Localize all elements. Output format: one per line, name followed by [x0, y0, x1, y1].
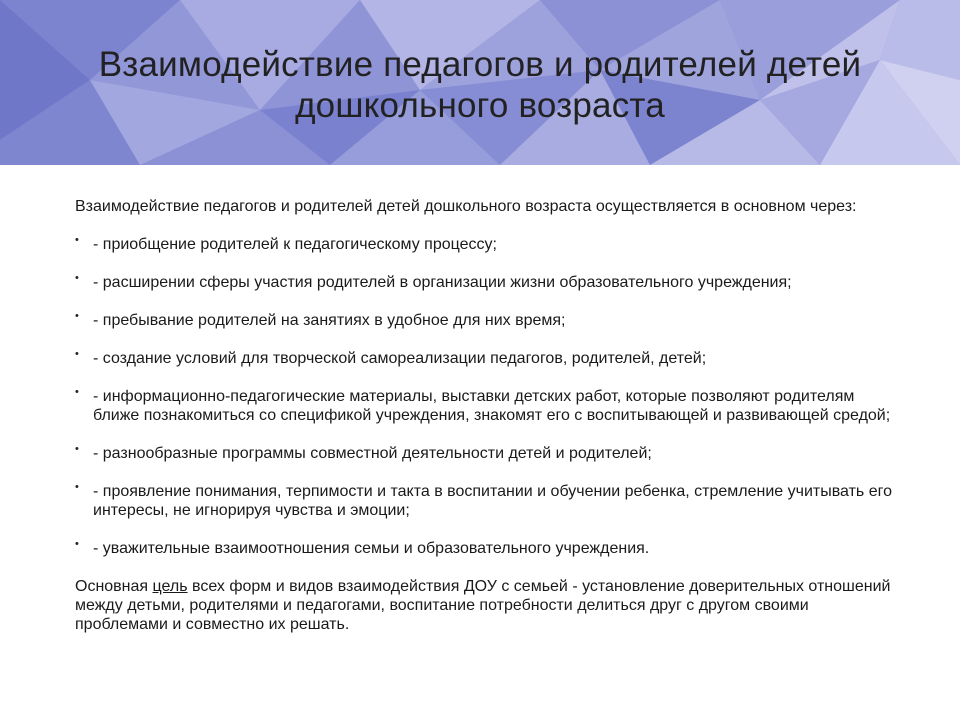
bullet-icon: • [75, 538, 79, 550]
title-line-2: дошкольного возраста [295, 86, 665, 125]
bullet-list [75, 235, 895, 558]
list-item [75, 444, 895, 463]
page-title [0, 44, 960, 126]
list-item-text: - создание условий для творческой самореализации педагогов, родителей, детей; [93, 350, 707, 367]
list-item [75, 387, 895, 425]
bullet-icon: • [75, 348, 79, 360]
list-item-text: - приобщение родителей к педагогическому процессу; [93, 236, 497, 253]
list-item-text: - разнообразные программы совместной деятельности детей и родителей; [93, 445, 652, 462]
goal-word: цель [152, 578, 188, 595]
closing-text-end: всех форм и видов взаимодействия ДОУ с семьей - установление доверительных отношений между детьми, родителями и педагогами, воспитание потребности делиться друг с другом своими проблемами и совместно их решать. [75, 578, 891, 633]
intro-paragraph: Взаимодействие педагогов и родителей детей дошкольного возраста осуществляется в основном через: [75, 198, 857, 215]
closing-text-start: Основная [75, 578, 153, 595]
list-item [75, 311, 895, 330]
list-item-text: - уважительные взаимоотношения семьи и образовательного учреждения. [93, 540, 650, 557]
list-item [75, 235, 895, 254]
bullet-icon: • [75, 310, 79, 322]
bullet-icon: • [75, 443, 79, 455]
list-item [75, 273, 895, 292]
bullet-icon: • [75, 234, 79, 246]
title-banner [0, 0, 960, 165]
closing-paragraph [75, 577, 895, 634]
list-item-text: - проявление понимания, терпимости и такта в воспитании и обучении ребенка, стремление учитывать его интересы, не игнорируя чувства и эмоции; [93, 483, 892, 519]
slide-content [0, 165, 960, 720]
list-item-text: - пребывание родителей на занятиях в удобное для них время; [93, 312, 566, 329]
bullet-icon: • [75, 481, 79, 493]
list-item-text: - расширении сферы участия родителей в организации жизни образовательного учреждения; [93, 274, 792, 291]
bullet-icon: • [75, 386, 79, 398]
list-item [75, 482, 895, 520]
title-line-1: Взаимодействие педагогов и родителей детей [98, 45, 862, 84]
body-text [75, 197, 895, 634]
list-item-text: - информационно-педагогические материалы, выставки детских работ, которые позволяют родителям ближе познакомиться со спецификой учреждения, знакомят его с воспитывающей и развивающей средой; [93, 388, 891, 424]
list-item [75, 539, 895, 558]
list-item [75, 349, 895, 368]
bullet-icon: • [75, 272, 79, 284]
